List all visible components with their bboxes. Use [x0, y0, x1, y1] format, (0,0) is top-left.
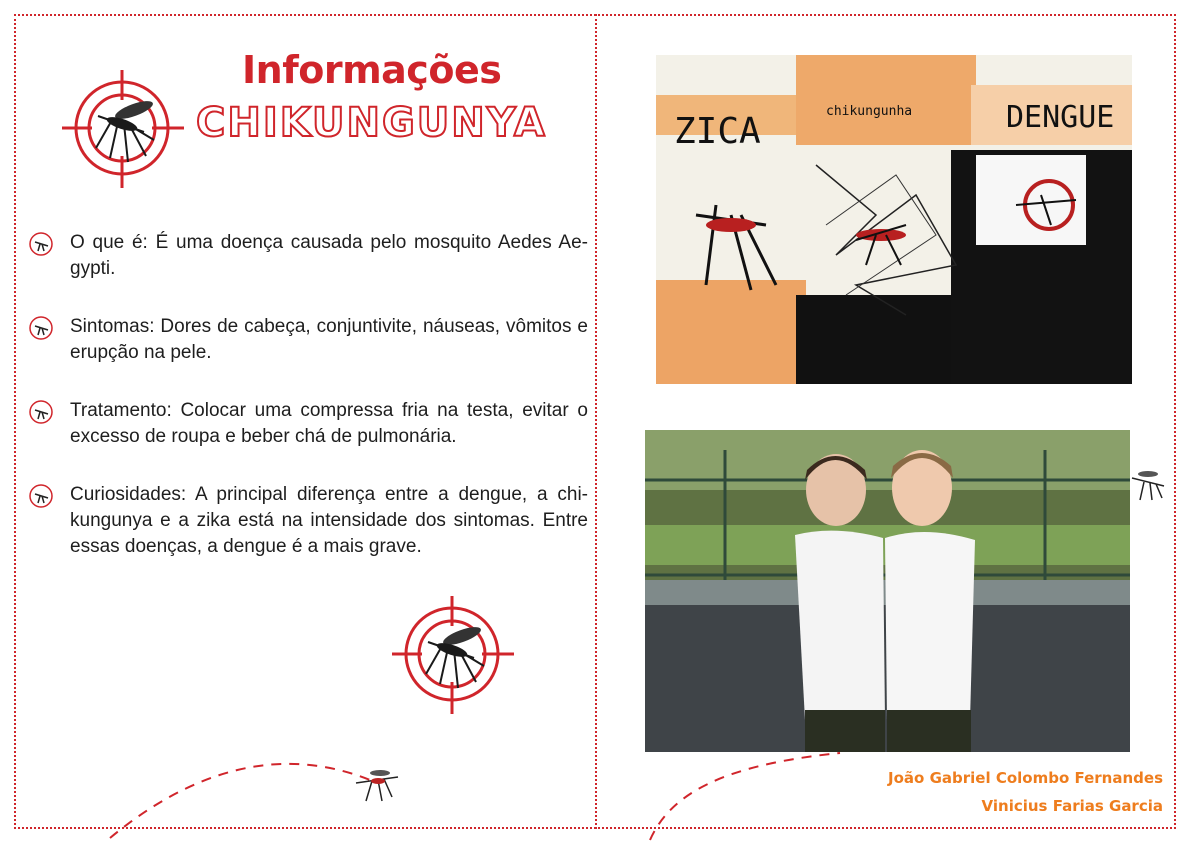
mosquito-bullet-icon: [28, 315, 54, 341]
mosquito-target-icon: [62, 70, 184, 188]
credit-author-1: João Gabriel Colombo Fernandes: [888, 769, 1163, 787]
mosquito-bullet-icon: [28, 231, 54, 257]
mosquito-icon: [352, 765, 402, 805]
info-item-o-que-e: [28, 230, 588, 282]
page-fold-line: [595, 14, 597, 829]
drawing-label-dengue: DENGUE: [1006, 100, 1115, 135]
drawing-label-chikungunha: chikungunha: [826, 104, 913, 119]
info-item-curiosidades: [28, 482, 588, 560]
info-item-sintomas: [28, 314, 588, 366]
info-item-text: Curiosidades: A principal diferença entre a dengue, a chi-kungunya e a zika está na intensidade dos sintomas. Entre essas doenças, a dengue é a mais grave.: [70, 484, 588, 557]
drawing-label-zica: ZICA: [674, 111, 761, 152]
credit-author-2: Vinicius Farias Garcia: [981, 797, 1163, 815]
info-item-tratamento: [28, 398, 588, 450]
flight-path-right: [640, 745, 860, 842]
info-list: [28, 230, 588, 592]
mosquito-bullet-icon: [28, 399, 54, 425]
mosquito-target-icon: [392, 596, 514, 714]
info-item-text: Tratamento: Colocar uma compressa fria na testa, evitar o excesso de roupa e beber chá de pulmonária.: [70, 400, 588, 447]
mosquito-icon: [1128, 464, 1168, 504]
info-item-text: Sintomas: Dores de cabeça, conjuntivite, náuseas, vômitos e erupção na pele.: [70, 316, 588, 363]
title-chikungunya: CHIKUNGUNYA: [196, 100, 547, 146]
title-informacoes: Informações: [242, 48, 502, 92]
children-drawing: [656, 55, 1132, 384]
credits: [888, 764, 1163, 820]
info-item-text: O que é: É uma doença causada pelo mosquito Aedes Ae-gypti.: [70, 232, 588, 279]
students-photo: [645, 430, 1130, 752]
mosquito-bullet-icon: [28, 483, 54, 509]
